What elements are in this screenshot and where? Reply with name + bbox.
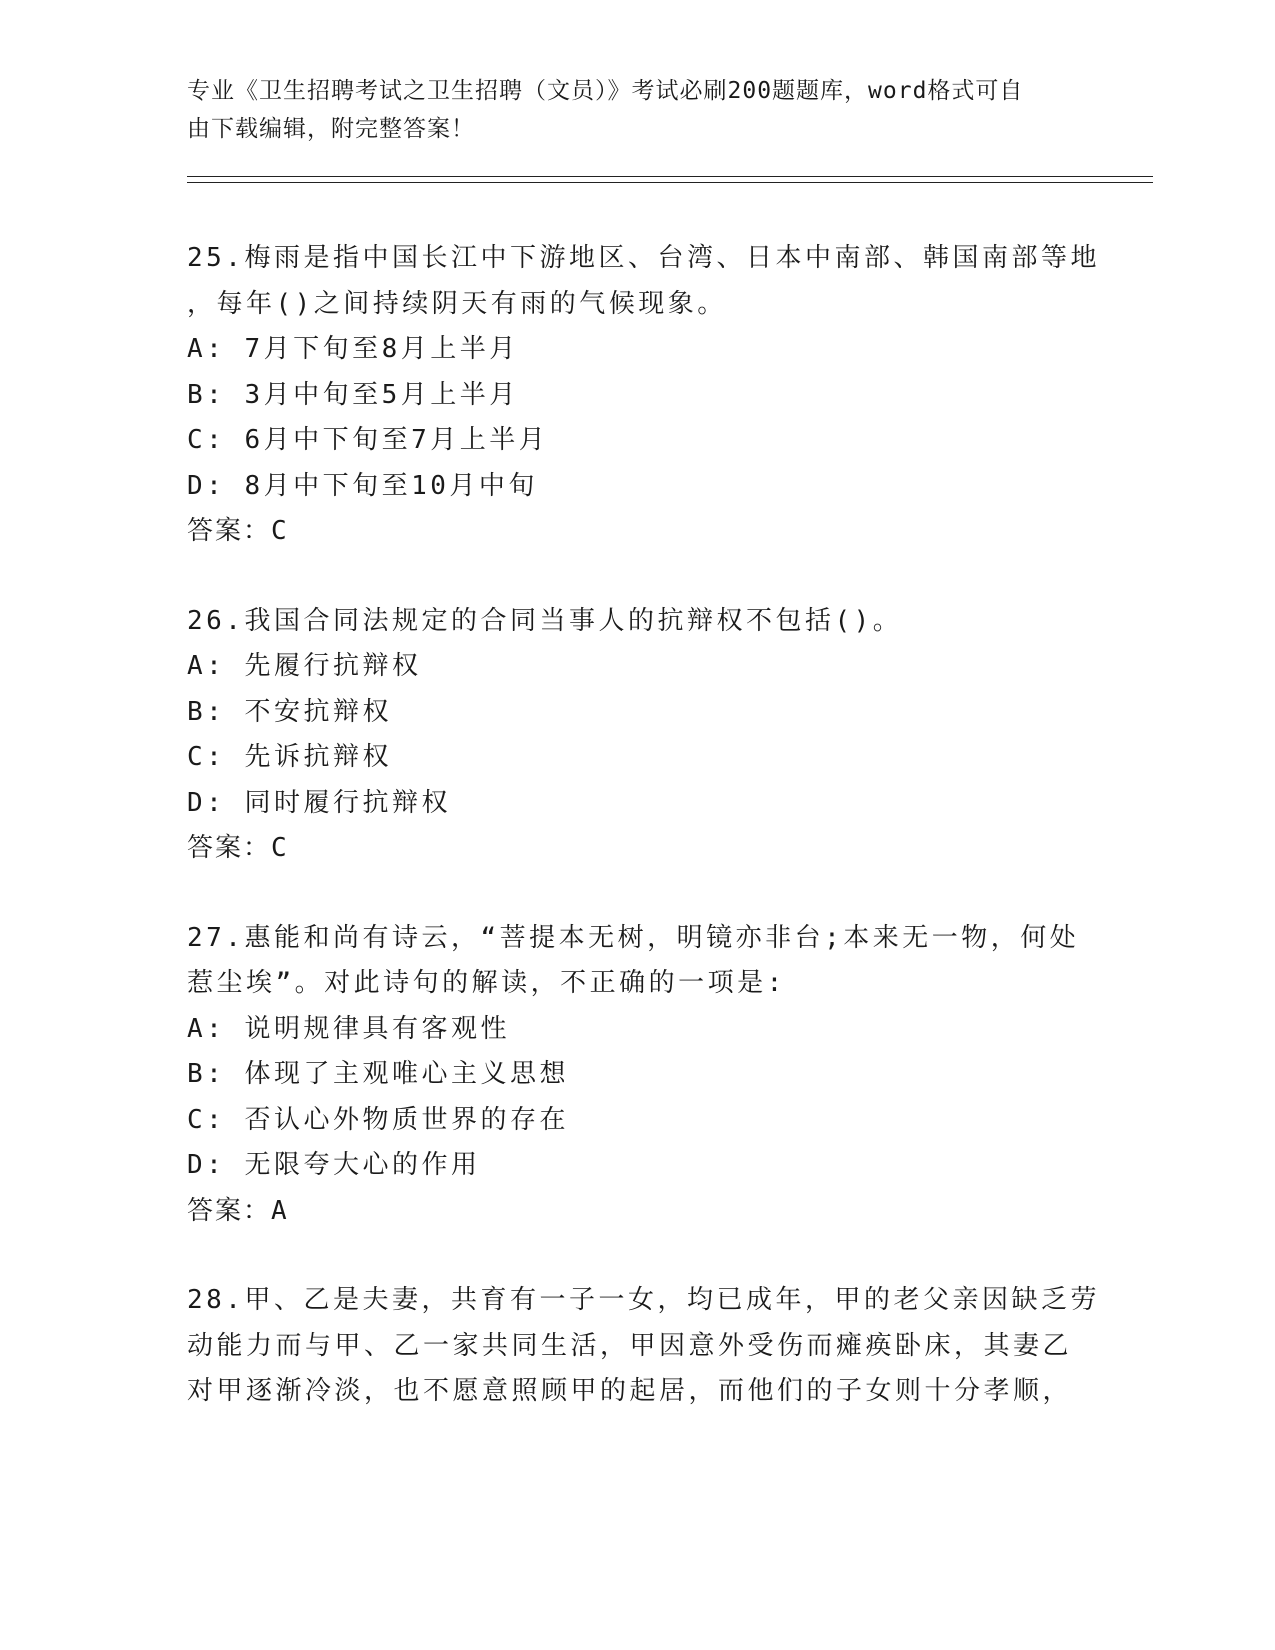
answer-label: 答案： (187, 833, 272, 863)
question-25 (187, 236, 1100, 555)
answer-value: A (271, 1195, 287, 1226)
question-text-line: 27.惠能和尚有诗云，“菩提本无树，明镜亦非台;本来无一物，何处 (187, 922, 1080, 953)
question-text-line: 28.甲、乙是夫妻，共育有一子一女，均已成年，甲的老父亲因缺乏劳 (187, 1285, 1100, 1315)
answer-line (187, 1189, 1087, 1235)
answer-line (187, 826, 1087, 872)
question-text-line: 惹尘埃”。对此诗句的解读，不正确的一项是: (187, 968, 786, 998)
option-b: B: 不安抗辩权 (187, 696, 392, 727)
header-divider-bottom (187, 182, 1153, 183)
option-a: A: 说明规律具有客观性 (187, 1013, 510, 1044)
option-c: C: 否认心外物质世界的存在 (187, 1104, 569, 1135)
document-header (187, 72, 1087, 148)
option-b: B: 3月中旬至5月上半月 (187, 379, 519, 410)
header-line-2: 由下载编辑，附完整答案！ (187, 116, 475, 142)
question-text-line: ，每年()之间持续阴天有雨的气候现象。 (187, 288, 727, 319)
answer-line (187, 509, 1087, 555)
question-text-line: 对甲逐渐冷淡，也不愿意照顾甲的起居，而他们的子女则十分孝顺， (187, 1376, 1073, 1406)
option-c: C: 先诉抗辩权 (187, 742, 392, 772)
option-d: D: 8月中下旬至10月中旬 (187, 470, 538, 501)
question-text-line: 动能力而与甲、乙一家共同生活，甲因意外受伤而瘫痪卧床，其妻乙 (187, 1330, 1073, 1361)
option-a: A: 7月下旬至8月上半月 (187, 334, 519, 364)
question-text-line: 25.梅雨是指中国长江中下游地区、台湾、日本中南部、韩国南部等地 (187, 243, 1100, 273)
option-d: D: 同时履行抗辩权 (187, 787, 451, 818)
option-c: C: 6月中下旬至7月上半月 (187, 425, 549, 455)
option-d: D: 无限夸大心的作用 (187, 1150, 481, 1180)
question-28 (187, 1278, 1100, 1415)
header-line-1: 专业《卫生招聘考试之卫生招聘（文员）》考试必刷200题题库，word格式可自 (187, 78, 1024, 104)
question-list (187, 236, 1100, 1459)
answer-label: 答案： (187, 516, 272, 546)
option-b: B: 体现了主观唯心主义思想 (187, 1059, 569, 1089)
question-27 (187, 916, 1087, 1235)
answer-value: C (271, 833, 287, 863)
answer-label: 答案： (187, 1195, 272, 1226)
question-text-line: 26.我国合同法规定的合同当事人的抗辩权不包括()。 (187, 605, 903, 636)
option-a: A: 先履行抗辩权 (187, 651, 422, 681)
question-26 (187, 599, 1087, 872)
answer-value: C (271, 516, 287, 546)
header-divider-top (187, 176, 1153, 177)
